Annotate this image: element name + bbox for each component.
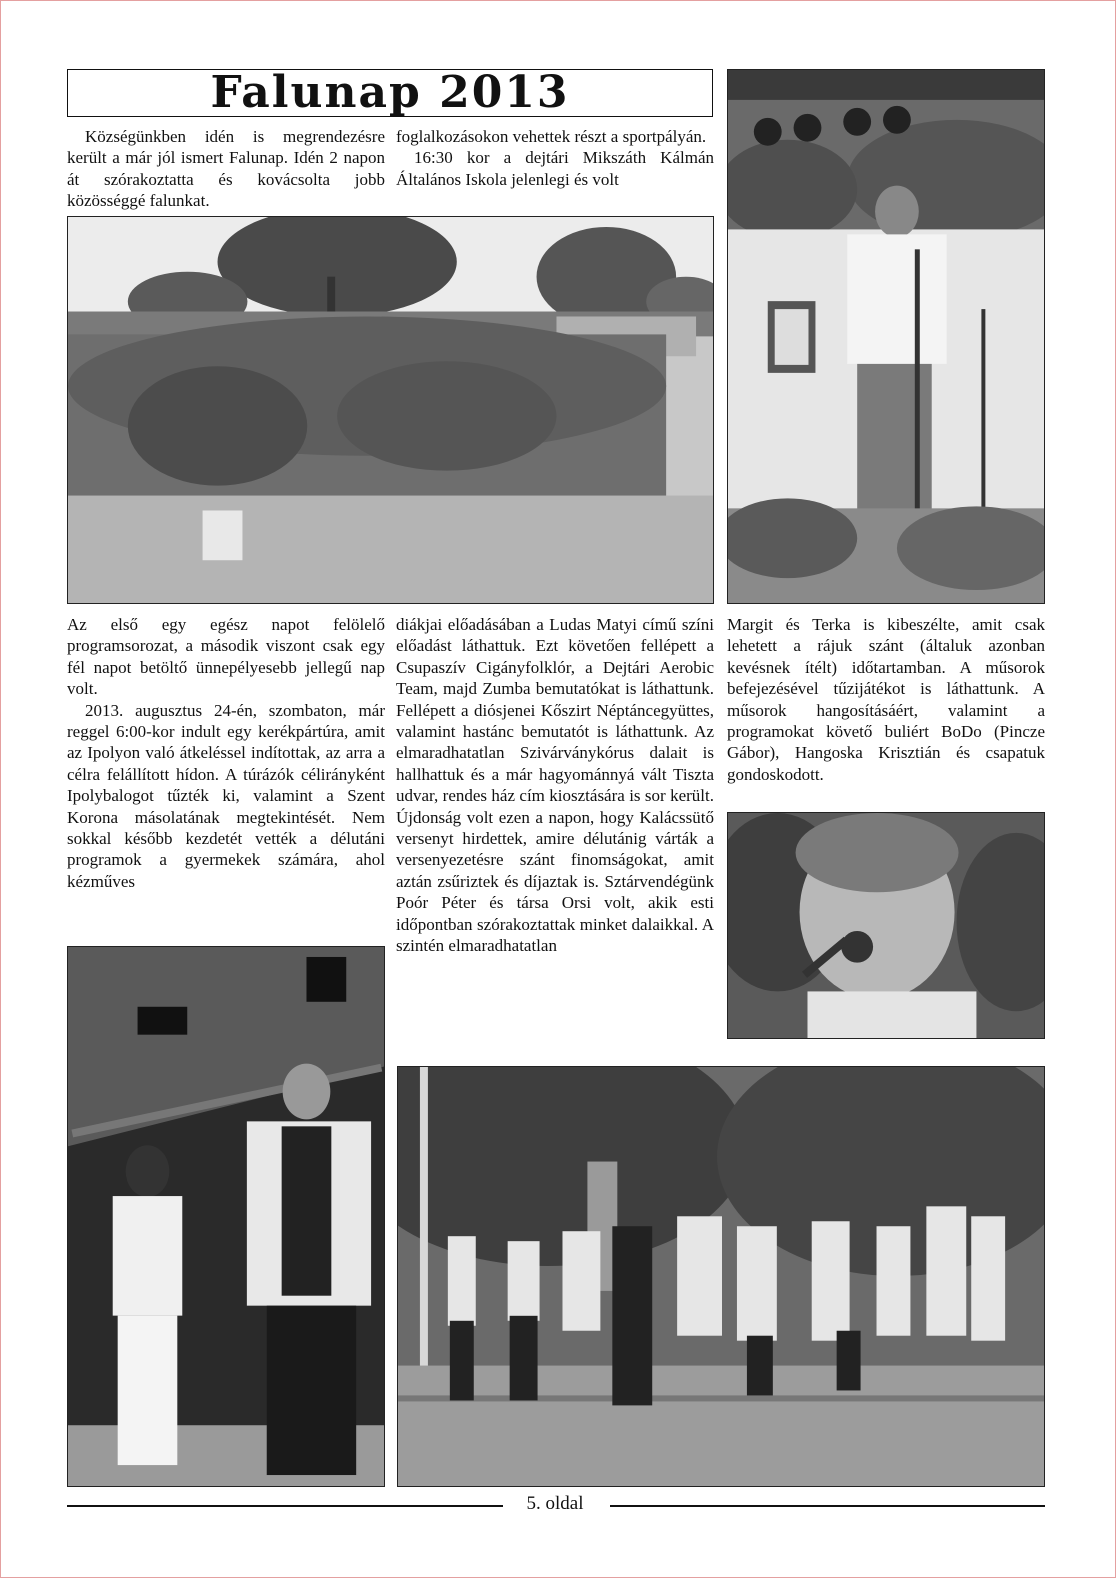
paragraph: Az első egy egész napot felölelő programsorozat, a második viszont csak egy fél napot betöltő ünnepélyesebb jellegű nap volt. xyxy=(67,615,385,699)
paragraph: 16:30 kor a dejtári Mikszáth Kálmán Általános Iskola jelenlegi és volt xyxy=(396,148,714,189)
col1-top-text xyxy=(67,126,385,212)
photo-audience xyxy=(67,216,714,604)
paragraph: foglalkozásokon vehettek részt a sportpályán. xyxy=(396,127,707,146)
footer-rule-left xyxy=(67,1505,503,1507)
paragraph: Margit és Terka is kibeszélte, amit csak lehetett a rájuk szánt (általuk azonban kevésnek ítélt) időtartamban. A műsorok befejezésével tűzijátékot is láthattunk. A műsorok hangosításáért, valamint a programokat követő buliért BoDo (Pincze Gábor), Hangoska Krisztián és csapatuk gondoskodott. xyxy=(727,615,1045,784)
col2-mid-text xyxy=(396,614,714,957)
col2-top-text xyxy=(396,126,714,190)
photo-folk-dancers xyxy=(397,1066,1045,1487)
photo-singers xyxy=(67,946,385,1487)
photo-speaker xyxy=(727,69,1045,604)
col1-mid-text xyxy=(67,614,385,892)
paragraph: diákjai előadásában a Ludas Matyi című színi előadást láthattuk. Ezt követően fellépett a Csupaszív Cigányfolklór, a Dejtári Aerobic Team, majd Zumba bemutatókat is láthattunk. Fellépett a diósjenei Kőszirt Néptáncegyüttes, valamint hastánc bemutatót is láthattunk. Az elmaradhatatlan Szivárványkórus dalait is hallhattuk és a már hagyománnyá vált Tiszta udvar, rendes ház cím kiosztására is sor került. Újdonság volt ezen a napon, hogy Kalácssütő versenyt hirdettek, amire délutánig várták a versenyezetésre szánt finomságokat, amit aztán zsűriztek és díjaztak is. Sztárvendégünk Poór Péter és társa Orsi volt, akik esti időpontban szórakoztattak minket dalaikkal. A szintén elmaradhatatlan xyxy=(396,615,714,956)
col3-mid-text xyxy=(727,614,1045,785)
paragraph: 2013. augusztus 24-én, szombaton, már reggel 6:00-kor indult egy kerékpártúra, amit az Ipolyon való átkeléssel indítottak, az arra a célra felállított hídon. A túrázók célirányként Ipolybalogot tűzték ki, valamint a Szent Korona másolatának megtekintését. Nem sokkal később kezdetét vették a délutáni programok a gyermekek számára, ahol kézműves xyxy=(67,700,385,891)
page-number: 5. oldal xyxy=(526,1493,584,1514)
photo-girl-singing xyxy=(727,812,1045,1039)
article-title-box xyxy=(67,69,713,117)
footer-rule-right xyxy=(610,1505,1045,1507)
article-title: Falunap 2013 xyxy=(210,67,570,118)
paragraph: Községünkben idén is megrendezésre került a már jól ismert Falunap. Idén 2 napon át szórakoztatta és kovácsolta jobb közösséggé falunkat. xyxy=(67,127,385,211)
